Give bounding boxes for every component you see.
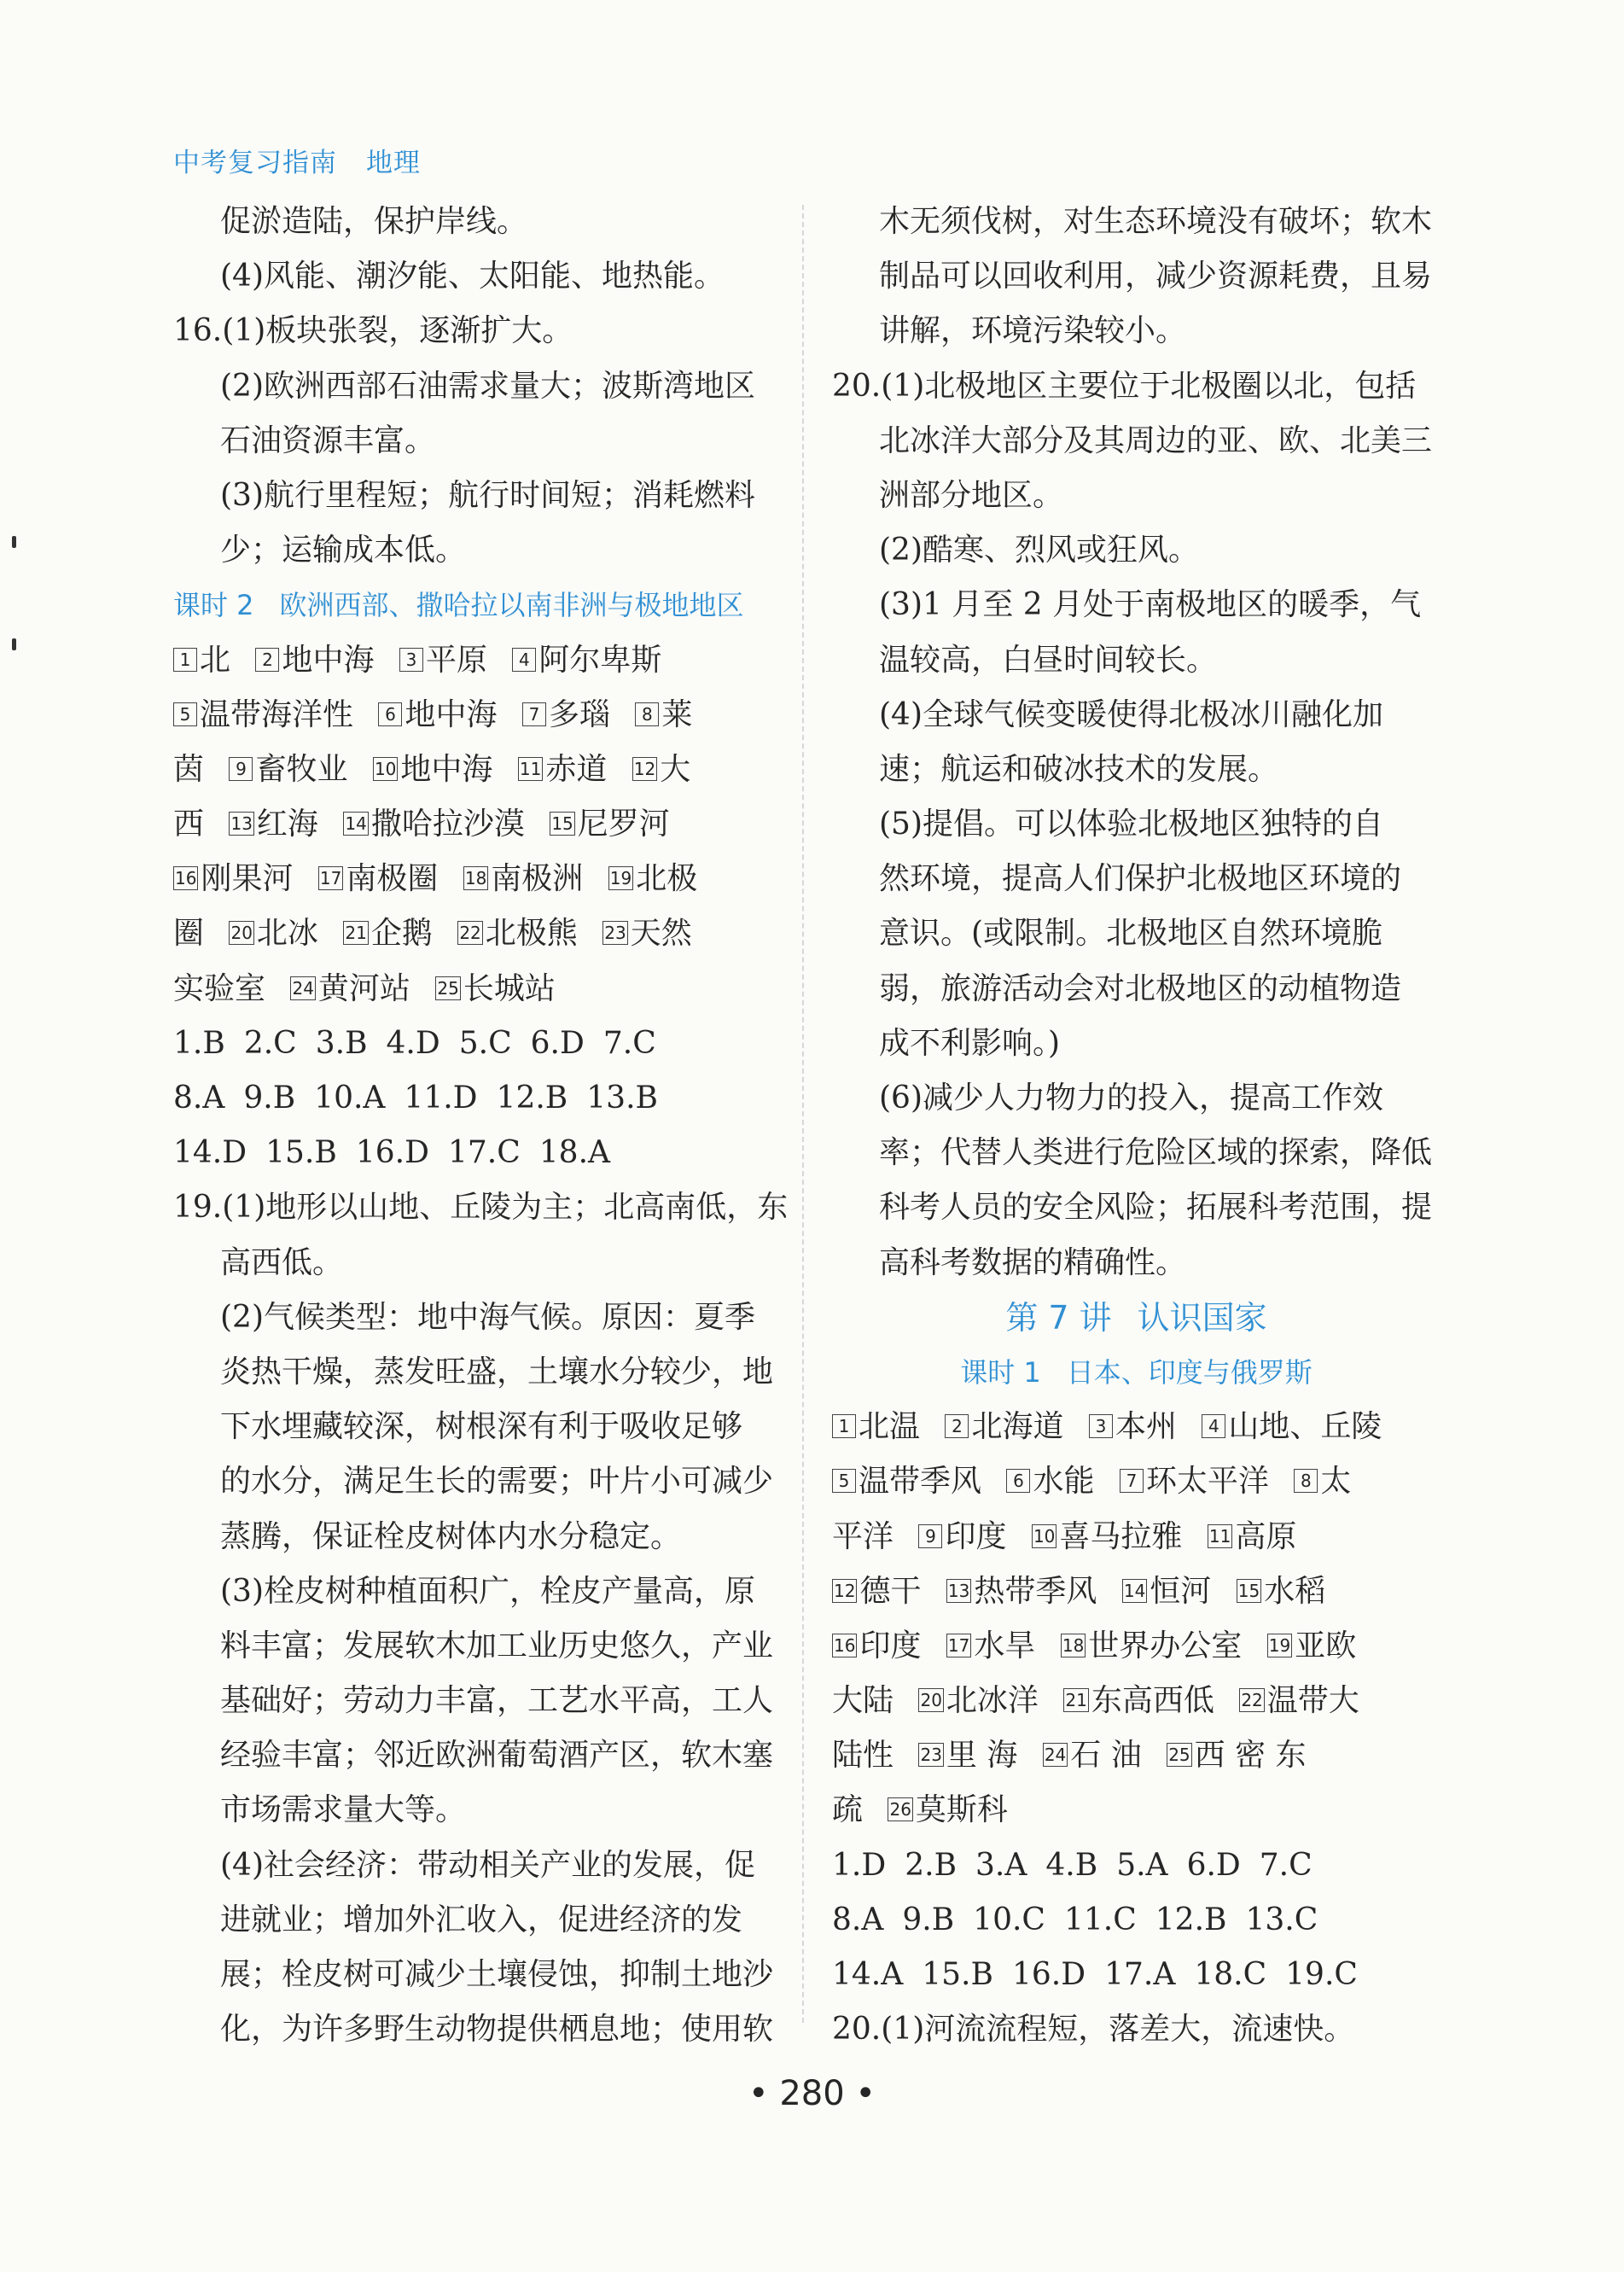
fill-answer: 恒河 xyxy=(1150,1573,1212,1609)
fill-item xyxy=(518,743,607,797)
choice-answers xyxy=(173,1017,771,1071)
fill-answer: 多瑙 xyxy=(548,696,610,732)
fill-item xyxy=(399,633,487,688)
blank-number: 11 xyxy=(519,758,542,779)
blank-number: 1 xyxy=(173,648,197,672)
choice-answer: 12.B xyxy=(496,1081,568,1116)
choice-answer: 14.A xyxy=(832,1957,904,1992)
fill-answer: 赤道 xyxy=(545,751,608,787)
fill-item xyxy=(229,797,317,852)
blank-number: 18 xyxy=(1062,1634,1085,1656)
fill-answer: 本州 xyxy=(1115,1409,1177,1445)
running-header xyxy=(173,141,421,179)
choice-answers xyxy=(173,1071,771,1126)
blank-number: 10 xyxy=(1033,1525,1056,1547)
blank-number: 15 xyxy=(1237,1580,1260,1601)
fill-line xyxy=(173,852,771,906)
question-20: 20.(1)北极地区主要位于北极圈以北，包括 xyxy=(832,368,1417,404)
text-line: (2)气候类型：地中海气候。原因：夏季 xyxy=(220,1299,755,1335)
fill-item: 平洋 xyxy=(832,1518,894,1554)
fill-answer: 太 xyxy=(1320,1464,1352,1500)
blank-number: 4 xyxy=(1202,1414,1225,1438)
choice-answer: 10.A xyxy=(314,1081,386,1116)
fill-answer: 天然 xyxy=(630,916,692,952)
lesson-title: 日本、印度与俄罗斯 xyxy=(1066,1355,1313,1389)
book-title: 中考复习指南 xyxy=(173,148,337,178)
fill-answer: 北 xyxy=(200,642,231,678)
choice-answer: 2.B xyxy=(905,1847,958,1883)
fill-item xyxy=(1061,1619,1242,1674)
choice-answer: 5.A xyxy=(1116,1847,1168,1883)
fill-line xyxy=(173,743,771,797)
blank-number: 8 xyxy=(1294,1469,1318,1493)
text-line: 高科考数据的精确性。 xyxy=(879,1244,1187,1280)
fill-item xyxy=(635,688,692,743)
fill-item xyxy=(290,962,410,1017)
fill-item xyxy=(522,688,610,743)
text-line: 经验丰富；邻近欧洲葡萄酒产区，软木塞 xyxy=(220,1738,774,1774)
choice-answers xyxy=(173,1126,771,1180)
choice-answer: 18.A xyxy=(538,1135,611,1171)
fill-item: 陆性 xyxy=(832,1738,894,1774)
blank-number: 5 xyxy=(173,702,197,726)
blank-number: 25 xyxy=(1168,1745,1190,1766)
blank-number: 3 xyxy=(399,648,423,672)
blank-number: 2 xyxy=(255,648,279,672)
fill-answer: 黄河站 xyxy=(317,970,410,1006)
text-line: (2)酷寒、烈风或狂风。 xyxy=(879,533,1199,568)
blank-number: 17 xyxy=(319,868,342,889)
fill-item xyxy=(435,962,555,1017)
blank-number: 14 xyxy=(1123,1580,1146,1601)
text-line: 的水分，满足生长的需要；叶片小可减少 xyxy=(220,1464,774,1500)
fill-answer: 大 xyxy=(660,751,691,787)
lesson-1-heading xyxy=(832,1345,1441,1400)
fill-answer: 红海 xyxy=(256,807,318,842)
fill-answer: 尼罗河 xyxy=(577,807,670,842)
right-column xyxy=(832,195,1441,2057)
choice-answer: 14.D xyxy=(173,1135,247,1171)
fill-item xyxy=(1237,1564,1325,1619)
text-line: 炎热干燥，蒸发旺盛，土壤水分较少，地 xyxy=(220,1354,774,1389)
text-line: 制品可以回收利用，减少资源耗费，且易 xyxy=(879,259,1433,294)
blank-number: 3 xyxy=(1089,1414,1113,1438)
blank-number: 7 xyxy=(522,702,546,726)
choice-answer: 16.D xyxy=(1011,1957,1086,1992)
fill-answer: 莫斯科 xyxy=(915,1792,1008,1828)
fill-item xyxy=(918,1674,1038,1728)
text-line: (2)欧洲西部石油需求量大；波斯湾地区 xyxy=(220,368,755,404)
fill-answer: 地中海 xyxy=(400,751,493,787)
fill-item xyxy=(512,633,661,688)
text-line: 市场需求量大等。 xyxy=(220,1792,467,1828)
fill-answer: 莱 xyxy=(661,696,693,732)
fill-item xyxy=(602,906,691,961)
fill-item: 西 xyxy=(173,807,205,842)
fill-item: 实验室 xyxy=(173,970,266,1006)
fill-item xyxy=(343,906,432,961)
fill-item xyxy=(173,852,293,906)
choice-answers xyxy=(832,1948,1441,2002)
fill-item xyxy=(1294,1454,1351,1509)
blank-number: 14 xyxy=(345,813,367,835)
text-line: (6)减少人力物力的投入，提高工作效 xyxy=(879,1081,1383,1116)
fill-answer: 水能 xyxy=(1033,1464,1095,1500)
text-line: 率；代替人类进行危险区域的探索，降低 xyxy=(879,1135,1433,1171)
fill-answer: 里 海 xyxy=(946,1738,1018,1774)
fill-item xyxy=(946,1619,1035,1674)
text-line: 洲部分地区。 xyxy=(879,477,1064,513)
blank-number: 22 xyxy=(1241,1690,1263,1711)
choice-answer: 6.D xyxy=(1186,1847,1241,1883)
fill-item xyxy=(255,633,374,688)
choice-answer: 3.B xyxy=(315,1025,368,1061)
fill-answer: 北海道 xyxy=(971,1409,1064,1445)
lesson-2-heading xyxy=(173,578,771,632)
choice-answer: 4.D xyxy=(386,1025,440,1061)
lecture-title: 认识国家 xyxy=(1137,1298,1267,1337)
page-number: • 280 • xyxy=(748,2074,876,2113)
choice-answers xyxy=(832,1893,1441,1948)
text-line: 温较高，白昼时间较长。 xyxy=(879,642,1218,678)
choice-answer: 2.C xyxy=(243,1025,297,1061)
lesson-number: 课时 1 xyxy=(960,1355,1041,1389)
blank-number: 22 xyxy=(459,923,481,944)
choice-answer: 4.B xyxy=(1045,1847,1098,1883)
fill-item xyxy=(608,852,697,906)
fill-line xyxy=(173,633,771,688)
fill-item xyxy=(832,1619,921,1674)
choice-answer: 15.B xyxy=(922,1957,993,1992)
text-line: (3)1 月至 2 月处于南极地区的暖季，气 xyxy=(879,587,1422,623)
blank-number: 19 xyxy=(609,868,632,889)
fill-item xyxy=(550,797,669,852)
fill-answer: 温带季风 xyxy=(859,1464,982,1500)
subject-title: 地理 xyxy=(366,148,421,178)
text-line: 化，为许多野生动物提供栖息地；使用软 xyxy=(220,2012,774,2048)
fill-answer: 南极洲 xyxy=(491,861,584,897)
blank-number: 17 xyxy=(947,1634,970,1656)
text-line: (5)提倡。可以体验北极地区独特的自 xyxy=(879,807,1383,842)
fill-answer: 北极熊 xyxy=(485,916,578,952)
fill-answer: 地中海 xyxy=(282,642,375,678)
fill-answer: 水旱 xyxy=(974,1628,1036,1663)
text-line: 下水埋藏较深，树根深有利于吸收足够 xyxy=(220,1409,743,1445)
fill-answer: 北极 xyxy=(636,861,698,897)
blank-number: 1 xyxy=(832,1414,856,1438)
blank-number: 13 xyxy=(947,1580,970,1601)
fill-item xyxy=(1167,1728,1306,1783)
fill-item xyxy=(173,688,353,743)
fill-item xyxy=(378,688,497,743)
choice-answer: 5.C xyxy=(458,1025,512,1061)
choice-answer: 9.B xyxy=(243,1081,296,1116)
fill-answer: 喜马拉雅 xyxy=(1059,1518,1183,1554)
fill-item xyxy=(918,1510,1006,1564)
fill-item xyxy=(463,852,583,906)
fill-item xyxy=(1063,1674,1214,1728)
blank-number: 13 xyxy=(230,813,253,835)
choice-answer: 3.A xyxy=(975,1847,1027,1883)
text-line: 讲解，环境污染较小。 xyxy=(879,313,1187,349)
text-line: 展；栓皮树可减少土壤侵蚀，抑制土地沙 xyxy=(220,1957,774,1992)
fill-line xyxy=(832,1400,1441,1454)
fill-item xyxy=(229,906,317,961)
fill-answer: 撒哈拉沙漠 xyxy=(370,807,525,842)
text-line: 意识。(或限制。北极地区自然环境脆 xyxy=(879,916,1383,952)
lecture-7-heading xyxy=(832,1290,1441,1345)
lecture-number: 第 7 讲 xyxy=(1005,1298,1112,1337)
fill-answer: 高原 xyxy=(1235,1518,1297,1554)
blank-number: 20 xyxy=(230,923,253,944)
fill-line xyxy=(832,1510,1441,1564)
fill-answer: 东高西低 xyxy=(1091,1683,1214,1719)
fill-line xyxy=(832,1619,1441,1674)
choice-answer: 9.B xyxy=(902,1902,955,1937)
text-line: 木无须伐树，对生态环境没有破坏；软木 xyxy=(879,204,1433,239)
fill-answer: 山地、丘陵 xyxy=(1228,1409,1382,1445)
edge-mark xyxy=(12,638,16,650)
choice-answer: 8.A xyxy=(832,1902,884,1937)
fill-answer: 长城站 xyxy=(463,970,556,1006)
text-line: 石油资源丰富。 xyxy=(220,422,436,458)
text-line: (3)栓皮树种植面积广，栓皮产量高，原 xyxy=(220,1573,755,1609)
blank-number: 12 xyxy=(633,758,656,779)
fill-answer: 平原 xyxy=(425,642,487,678)
choice-answer: 13.C xyxy=(1245,1902,1318,1937)
fill-item xyxy=(632,743,690,797)
fill-item: 大陆 xyxy=(832,1683,894,1719)
fill-item xyxy=(1239,1674,1359,1728)
blank-number: 8 xyxy=(635,702,659,726)
fill-answer: 北温 xyxy=(859,1409,921,1445)
text-line: 料丰富；发展软木加工业历史悠久，产业 xyxy=(220,1628,774,1663)
fill-item xyxy=(1089,1400,1177,1454)
fill-line xyxy=(173,962,771,1017)
choice-answer: 1.B xyxy=(173,1025,225,1061)
choice-answer: 7.C xyxy=(602,1025,656,1061)
fill-item xyxy=(457,906,577,961)
text-line: 北冰洋大部分及其周边的亚、欧、北美三 xyxy=(879,422,1433,458)
blank-number: 21 xyxy=(345,923,367,944)
blank-number: 24 xyxy=(292,977,314,999)
fill-answer: 印度 xyxy=(859,1628,922,1663)
fill-answer: 刚果河 xyxy=(201,861,294,897)
fill-item xyxy=(888,1783,1007,1838)
fill-line xyxy=(173,906,771,961)
text-line: 高西低。 xyxy=(220,1244,344,1280)
fill-answer: 德干 xyxy=(859,1573,922,1609)
blank-number: 4 xyxy=(512,648,536,672)
fill-answer: 畜牧业 xyxy=(255,751,348,787)
blank-number: 26 xyxy=(889,1799,911,1821)
blank-number: 7 xyxy=(1120,1469,1144,1493)
left-column xyxy=(173,195,789,2057)
fill-item xyxy=(945,1400,1063,1454)
choice-answer: 11.C xyxy=(1063,1902,1137,1937)
fill-answer: 北冰 xyxy=(256,916,318,952)
fill-answer: 地中海 xyxy=(405,696,498,732)
fill-item xyxy=(1120,1454,1269,1509)
choice-answer: 15.B xyxy=(265,1135,337,1171)
text-line: 速；航运和破冰技术的发展。 xyxy=(879,751,1279,787)
text-line: (4)全球气候变暖使得北极冰川融化加 xyxy=(879,696,1383,732)
question-20-answer: 20.(1)河流流程短，落差大，流速快。 xyxy=(832,2012,1355,2048)
blank-number: 25 xyxy=(437,977,459,999)
fill-item: 疏 xyxy=(832,1792,864,1828)
choice-answer: 16.D xyxy=(355,1135,429,1171)
fill-item xyxy=(1006,1454,1094,1509)
fill-line xyxy=(832,1783,1441,1838)
choice-answer: 19.C xyxy=(1285,1957,1358,1992)
text-line: (4)风能、潮汐能、太阳能、地热能。 xyxy=(220,259,725,294)
blank-number: 21 xyxy=(1065,1690,1087,1711)
question-19: 19.(1)地形以山地、丘陵为主；北高南低，东 xyxy=(173,1190,789,1226)
blank-number: 10 xyxy=(374,758,397,779)
choice-answer: 17.C xyxy=(447,1135,521,1171)
choice-answer: 10.C xyxy=(973,1902,1045,1937)
blank-number: 11 xyxy=(1208,1525,1231,1547)
blank-number: 19 xyxy=(1268,1634,1291,1656)
fill-answer: 热带季风 xyxy=(974,1573,1097,1609)
fill-line xyxy=(832,1674,1441,1728)
blank-number: 6 xyxy=(1006,1469,1030,1493)
blank-number: 20 xyxy=(920,1690,942,1711)
blank-number: 9 xyxy=(229,757,253,781)
fill-item: 茵 xyxy=(173,751,205,787)
fill-item xyxy=(1122,1564,1211,1619)
blank-number: 12 xyxy=(834,1580,856,1601)
blank-number: 23 xyxy=(604,923,626,944)
blank-number: 16 xyxy=(834,1634,856,1656)
fill-item xyxy=(1208,1510,1296,1564)
choice-answer: 7.C xyxy=(1259,1847,1313,1883)
lesson-number: 课时 2 xyxy=(173,589,254,622)
text-line: (3)航行里程短；航行时间短；消耗燃料 xyxy=(220,477,755,513)
fill-item xyxy=(343,797,524,852)
text-line: (4)社会经济：带动相关产业的发展，促 xyxy=(220,1847,755,1883)
fill-answer: 温带大 xyxy=(1266,1683,1359,1719)
fill-answer: 亚欧 xyxy=(1295,1628,1357,1663)
fill-item xyxy=(373,743,492,797)
text-line: 基础好；劳动力丰富，工艺水平高，工人 xyxy=(220,1683,774,1719)
edge-mark xyxy=(12,536,16,548)
choice-answer: 13.B xyxy=(586,1081,658,1116)
choice-answer: 11.D xyxy=(404,1081,478,1116)
text-line: 蒸腾，保证栓皮树体内水分稳定。 xyxy=(220,1518,682,1554)
choice-answer: 1.D xyxy=(832,1847,887,1883)
text-line: 促淤造陆，保护岸线。 xyxy=(220,204,528,239)
fill-answer: 南极圈 xyxy=(346,861,439,897)
fill-item xyxy=(1032,1510,1182,1564)
fill-item xyxy=(1267,1619,1356,1674)
choice-answers xyxy=(832,1838,1441,1893)
fill-item xyxy=(318,852,438,906)
choice-answer: 8.A xyxy=(173,1081,225,1116)
blank-number: 5 xyxy=(832,1469,856,1493)
lesson-title: 欧洲西部、撒哈拉以南非洲与极地地区 xyxy=(279,589,744,622)
question-16: 16.(1)板块张裂，逐渐扩大。 xyxy=(173,313,573,349)
choice-answer: 17.A xyxy=(1104,1957,1176,1992)
choice-answer: 18.C xyxy=(1194,1957,1267,1992)
fill-answer: 石 油 xyxy=(1070,1738,1142,1774)
text-line: 然环境，提高人们保护北极地区环境的 xyxy=(879,861,1402,897)
fill-item xyxy=(229,743,347,797)
fill-item: 圈 xyxy=(173,916,205,952)
fill-item xyxy=(832,1454,981,1509)
fill-answer: 西 密 东 xyxy=(1194,1738,1307,1774)
fill-item xyxy=(1043,1728,1142,1783)
fill-item xyxy=(173,633,230,688)
fill-answer: 环太平洋 xyxy=(1145,1464,1269,1500)
fill-item xyxy=(832,1400,920,1454)
fill-answer: 企鹅 xyxy=(370,916,433,952)
fill-item xyxy=(832,1564,921,1619)
fill-answer: 温带海洋性 xyxy=(200,696,354,732)
fill-answer: 水稻 xyxy=(1264,1573,1326,1609)
blank-number: 6 xyxy=(378,702,402,726)
fill-answer: 世界办公室 xyxy=(1088,1628,1243,1663)
text-line: 进就业；增加外汇收入，促进经济的发 xyxy=(220,1902,743,1937)
text-line: 弱，旅游活动会对北极地区的动植物造 xyxy=(879,970,1402,1006)
text-line: 少；运输成本低。 xyxy=(220,533,467,568)
fill-item xyxy=(918,1728,1017,1783)
fill-line xyxy=(832,1454,1441,1509)
choice-answer: 12.B xyxy=(1155,1902,1227,1937)
fill-item xyxy=(1202,1400,1382,1454)
text-line: 科考人员的安全风险；拓展科考范围，提 xyxy=(879,1190,1433,1226)
blank-number: 16 xyxy=(175,868,197,889)
blank-number: 18 xyxy=(464,868,487,889)
blank-number: 24 xyxy=(1044,1745,1067,1766)
fill-line xyxy=(832,1728,1441,1783)
blank-number: 23 xyxy=(920,1745,942,1766)
fill-answer: 阿尔卑斯 xyxy=(538,642,662,678)
fill-item xyxy=(946,1564,1097,1619)
blank-number: 15 xyxy=(551,813,573,835)
blank-number: 9 xyxy=(918,1524,942,1548)
fill-line xyxy=(173,688,771,743)
fill-answer: 北冰洋 xyxy=(946,1683,1039,1719)
choice-answer: 6.D xyxy=(530,1025,585,1061)
fill-line xyxy=(832,1564,1441,1619)
column-divider xyxy=(802,205,804,2023)
fill-answer: 印度 xyxy=(945,1518,1007,1554)
text-line: 成不利影响。) xyxy=(879,1025,1061,1061)
blank-number: 2 xyxy=(945,1414,969,1438)
fill-line xyxy=(173,797,771,852)
